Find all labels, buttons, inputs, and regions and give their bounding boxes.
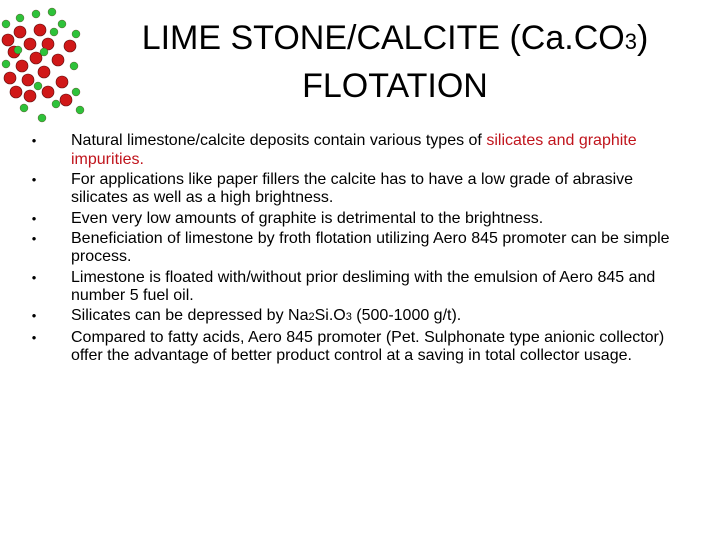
title-subscript: 3 [624,29,637,54]
title-line-1 [80,16,710,64]
subscript-2: 2 [308,311,315,324]
bullet-highlight-text: silicates and graphite impurities. [71,132,637,168]
carbon-atom-icon [20,104,28,112]
carbon-atom-icon [2,60,10,68]
bullet-item [24,269,684,306]
bullet-item [24,132,684,169]
bullet-text: Beneficiation of limestone by froth flotation utilizing Aero 845 promoter can be simple process. [71,229,670,266]
bullet-item [24,171,684,208]
oxygen-atom-icon [2,34,14,46]
oxygen-atom-icon [64,40,76,52]
carbon-atom-icon [50,28,58,36]
bullet-item [24,230,684,267]
bullet-item [24,307,684,327]
bullet-marker: • [31,210,37,226]
bullet-marker: • [31,308,37,324]
carbon-atom-icon [52,100,60,108]
oxygen-atom-icon [56,76,68,88]
title-close-paren: ) [636,19,649,57]
bullet-list [24,132,684,367]
oxygen-atom-icon [24,90,36,102]
oxygen-atom-icon [22,74,34,86]
bullet-text: For applications like paper fillers the calcite has to have a low grade of abrasive silicates as well as a high brightness. [71,170,634,207]
bullet-item [24,210,684,229]
bullet-marker: • [31,230,37,246]
oxygen-atom-icon [14,26,26,38]
carbon-atom-icon [70,62,78,70]
bullet-item [24,329,684,366]
oxygen-atom-icon [42,86,54,98]
carbon-atom-icon [16,14,24,22]
carbon-atom-icon [48,8,56,16]
bullet-marker: • [31,269,37,285]
oxygen-atom-icon [4,72,16,84]
bullet-marker: • [31,133,37,148]
formula-mid: Si.O [314,307,346,325]
oxygen-atom-icon [16,60,28,72]
bullet-text: Limestone is floated with/without prior desliming with the emulsion of Aero 845 and number 5 fuel oil. [71,268,656,305]
oxygen-atom-icon [34,24,46,36]
slide-title [80,16,710,108]
bullet-text-end: (500-1000 g/t). [351,307,462,325]
subscript-3: 3 [345,311,352,324]
title-line-2: FLOTATION [302,67,488,105]
bullet-text: Compared to fatty acids, Aero 845 promoter (Pet. Sulphonate type anionic collector) offer the advantage of better product control at a saving in total collector usage. [71,328,665,365]
carbon-atom-icon [32,10,40,18]
carbon-atom-icon [58,20,66,28]
oxygen-atom-icon [38,66,50,78]
title-line-1-text: LIME STONE/CALCITE (Ca.CO [141,19,625,57]
oxygen-atom-icon [24,38,36,50]
oxygen-atom-icon [30,52,42,64]
bullet-marker: • [31,329,37,345]
oxygen-atom-icon [10,86,22,98]
carbon-atom-icon [2,20,10,28]
oxygen-atom-icon [60,94,72,106]
carbon-atom-icon [40,48,48,56]
oxygen-atom-icon [52,54,64,66]
bullet-text: Silicates can be depressed by Na [71,307,309,325]
bullet-marker: • [31,171,37,187]
carbon-atom-icon [38,114,46,122]
carbon-atom-icon [72,30,80,38]
carbon-atom-icon [14,46,22,54]
bullet-text: Natural limestone/calcite deposits contain various types of [71,132,487,149]
carbon-atom-icon [34,82,42,90]
bullet-text: Even very low amounts of graphite is detrimental to the brightness. [71,209,544,227]
carbon-atom-icon [72,88,80,96]
